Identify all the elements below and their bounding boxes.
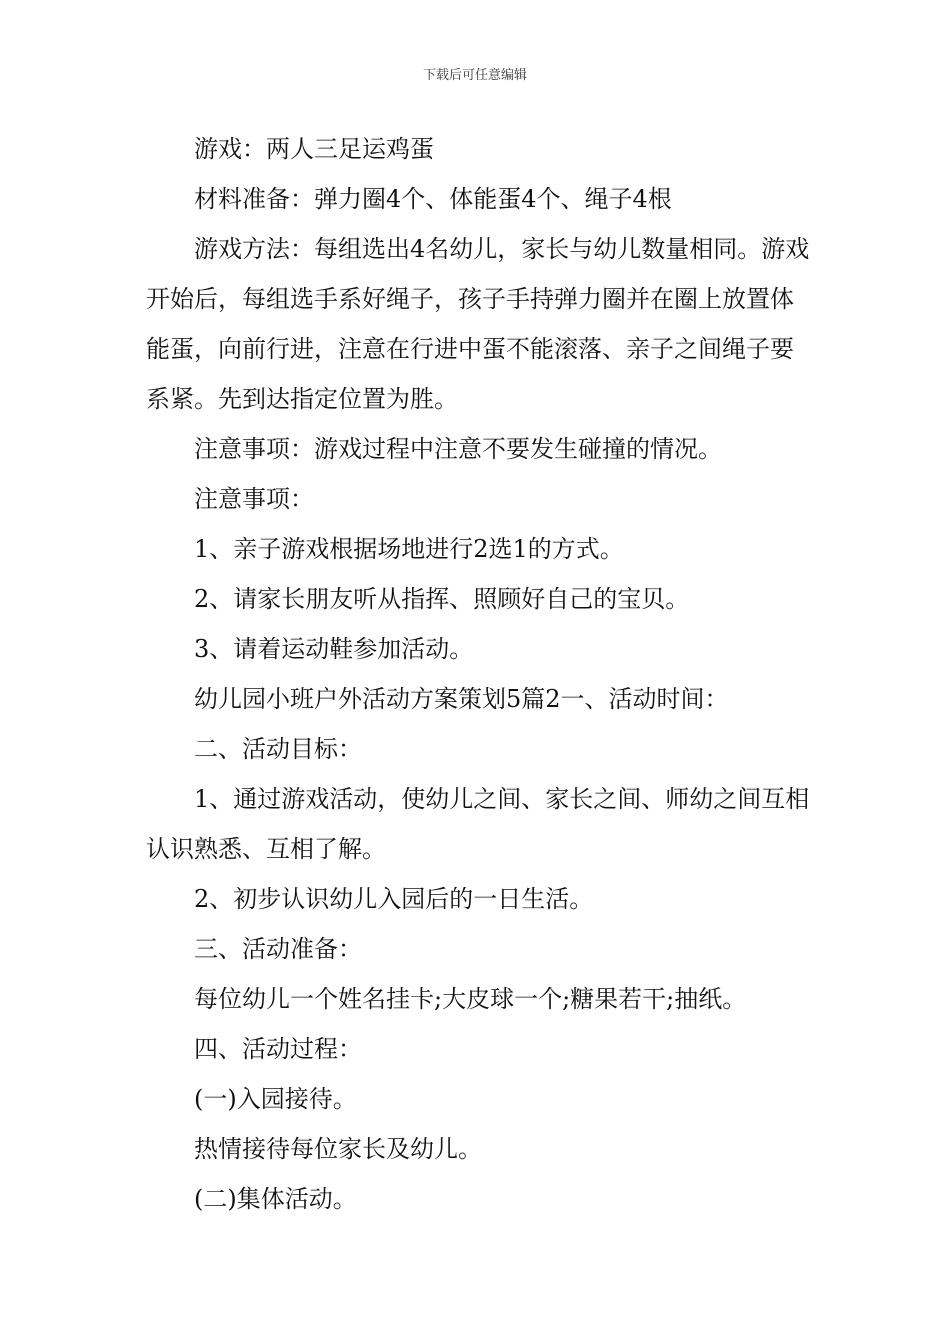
paragraph-materials: 材料准备：弹力圈4个、体能蛋4个、绳子4根 <box>194 185 672 213</box>
paragraph-process-step-1: (一)入园接待。 <box>194 1085 357 1113</box>
paragraph-caution-item-2: 2、请家长朋友听从指挥、照顾好自己的宝贝。 <box>194 585 690 613</box>
paragraph-caution: 注意事项：游戏过程中注意不要发生碰撞的情况。 <box>194 435 722 463</box>
paragraph-process-step-1-detail: 热情接待每位家长及幼儿。 <box>194 1135 482 1163</box>
paragraph-caution-item-1: 1、亲子游戏根据场地进行2选1的方式。 <box>194 535 624 563</box>
paragraph-goals-heading: 二、活动目标： <box>194 735 362 763</box>
document-body <box>146 124 810 1224</box>
paragraph-caution-item-3: 3、请着运动鞋参加活动。 <box>194 635 474 663</box>
paragraph-game-method: 游戏方法：每组选出4名幼儿，家长与幼儿数量相同。游戏开始后，每组选手系好绳子，孩子手持弹力圈并在圈上放置体能蛋，向前行进，注意在行进中蛋不能滚落、亲子之间绳子要系紧。先到达指定位置为胜。 <box>146 235 810 413</box>
paragraph-caution-heading: 注意事项： <box>194 485 314 513</box>
paragraph-process-heading: 四、活动过程： <box>194 1035 362 1063</box>
paragraph-process-step-2: (二)集体活动。 <box>194 1185 357 1213</box>
page-header: 下载后可任意编辑 <box>422 68 527 83</box>
paragraph-game-title: 游戏：两人三足运鸡蛋 <box>194 135 434 163</box>
paragraph-goal-1: 1、通过游戏活动，使幼儿之间、家长之间、师幼之间互相认识熟悉、互相了解。 <box>146 785 810 863</box>
paragraph-prep-heading: 三、活动准备： <box>194 935 362 963</box>
paragraph-goal-2: 2、初步认识幼儿入园后的一日生活。 <box>194 885 594 913</box>
paragraph-prep-items: 每位幼儿一个姓名挂卡;大皮球一个;糖果若干;抽纸。 <box>194 985 747 1013</box>
paragraph-section-title: 幼儿园小班户外活动方案策划5篇2一、活动时间： <box>194 685 729 713</box>
